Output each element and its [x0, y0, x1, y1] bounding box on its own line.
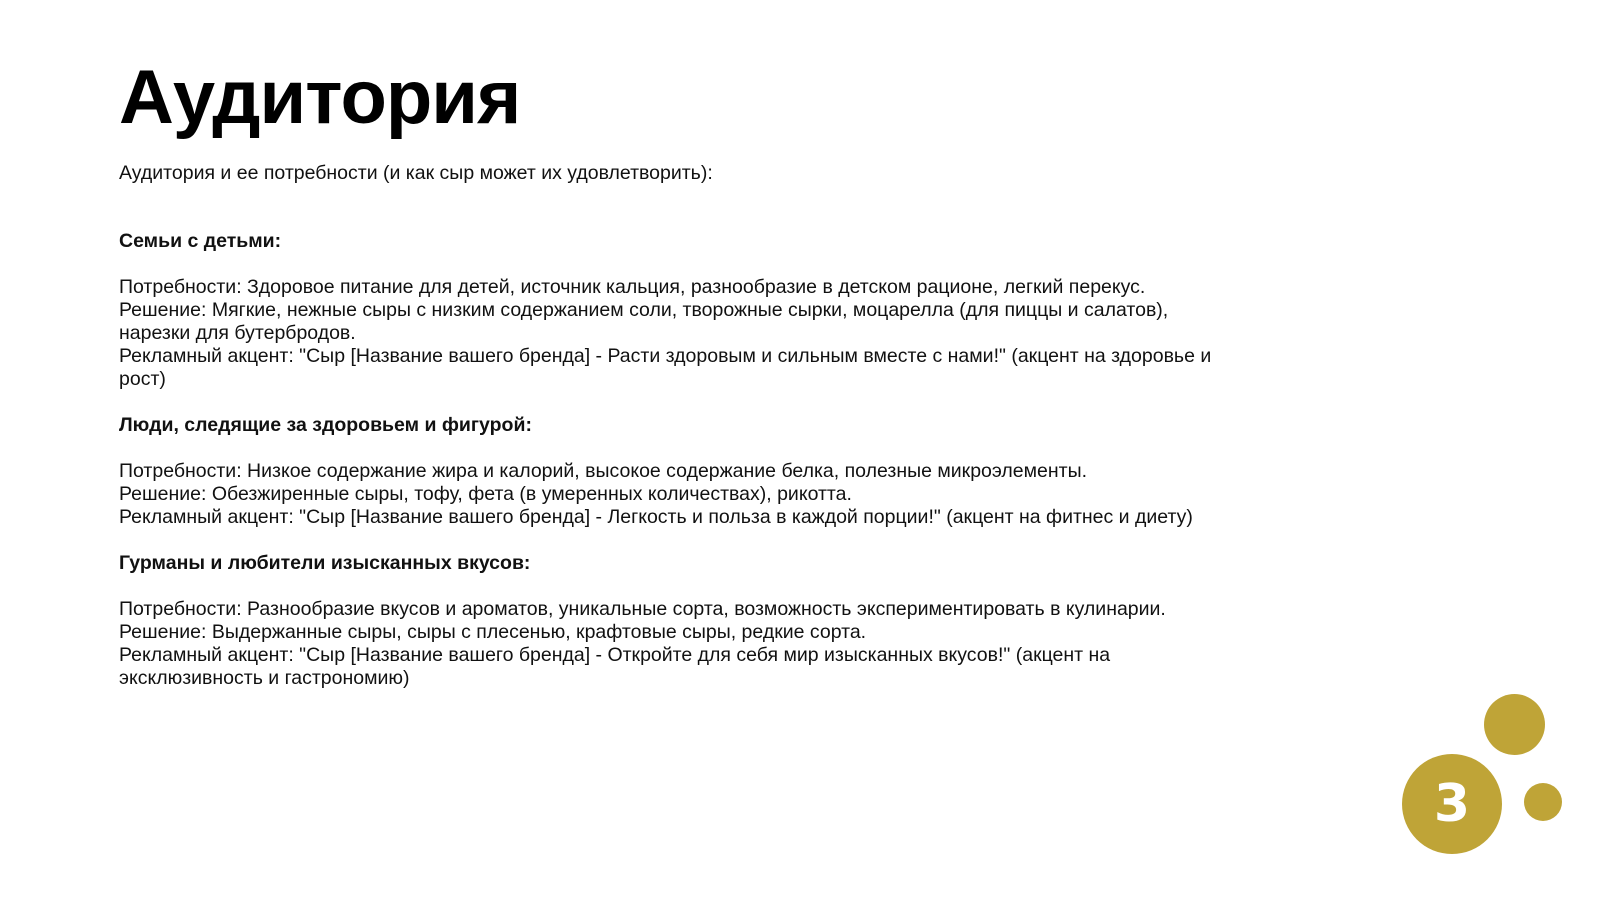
ad-text: Рекламный акцент: "Сыр [Название вашего бренда] - Откройте для себя мир изысканных вкусов!" (акцент на эксклюзивность и гастрономию) — [119, 644, 1111, 689]
page-number: 3 — [1433, 774, 1471, 834]
needs-text: Потребности: Разнообразие вкусов и ароматов, уникальные сорта, возможность экспериментировать в кулинарии. — [119, 598, 1166, 620]
solution-text: Решение: Обезжиренные сыры, тофу, фета (в умеренных количествах), рикотта. — [119, 483, 852, 505]
audience-section-health — [119, 414, 1229, 529]
slide-content — [119, 162, 1229, 713]
section-heading: Семьи с детьми: — [119, 230, 282, 252]
ad-text: Рекламный акцент: "Сыр [Название вашего бренда] - Легкость и польза в каждой порции!" (акцент на фитнес и диету) — [119, 506, 1193, 528]
section-heading: Гурманы и любители изысканных вкусов: — [119, 552, 531, 574]
section-heading: Люди, следящие за здоровьем и фигурой: — [119, 414, 532, 436]
needs-text: Потребности: Низкое содержание жира и калорий, высокое содержание белка, полезные микроэлементы. — [119, 460, 1088, 482]
ad-text: Рекламный акцент: "Сыр [Название вашего бренда] - Расти здоровым и сильным вместе с нами!" (акцент на здоровье и рост) — [119, 345, 1212, 390]
slide-title: Аудитория — [119, 55, 521, 140]
audience-section-families — [119, 230, 1229, 391]
audience-section-gourmets — [119, 552, 1229, 690]
intro-text: Аудитория и ее потребности (и как сыр может их удовлетворить): — [119, 162, 713, 184]
decorative-circle-icon — [1484, 694, 1545, 755]
needs-text: Потребности: Здоровое питание для детей, источник кальция, разнообразие в детском рационе, легкий перекус. — [119, 276, 1146, 298]
solution-text: Решение: Мягкие, нежные сыры с низким содержанием соли, творожные сырки, моцарелла (для пиццы и салатов), нарезки для бутербродов. — [119, 299, 1169, 344]
decorative-circle-icon — [1524, 783, 1562, 821]
solution-text: Решение: Выдержанные сыры, сыры с плесенью, крафтовые сыры, редкие сорта. — [119, 621, 867, 643]
